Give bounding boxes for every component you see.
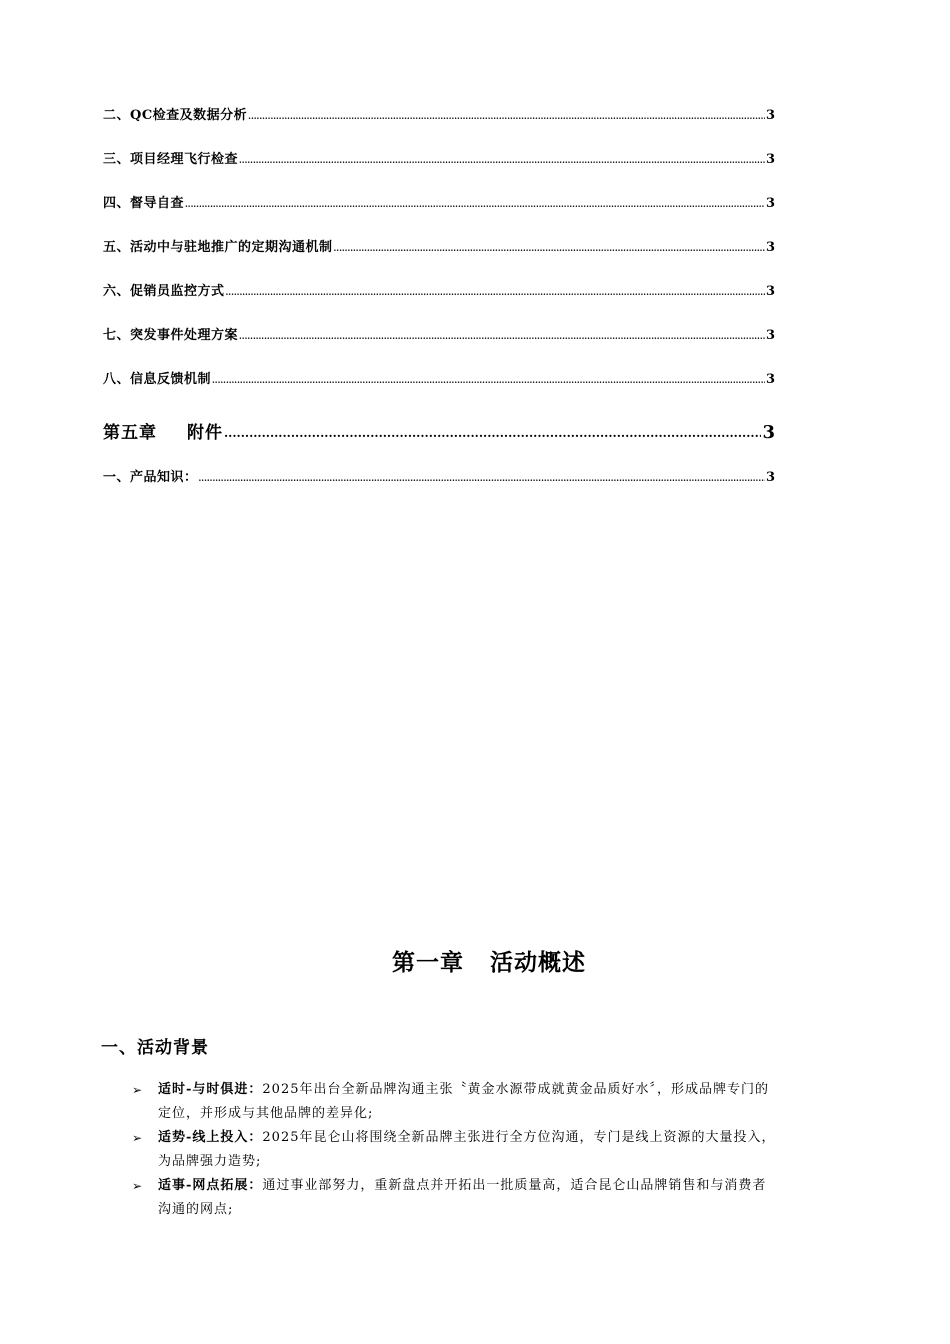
toc-entry[interactable] (103, 323, 775, 343)
bullet-text: 2025年出台全新品牌沟通主张〝黄金水源带成就黄金品质好水〞，形成品牌专门的定位，并形成与其他品牌的差异化; (158, 1082, 769, 1121)
bullet-item (132, 1174, 780, 1222)
toc-entry-label: 三、项目经理飞行检查 (103, 152, 239, 167)
toc-leader-dots (248, 111, 765, 121)
chapter-title: 活动概述 (490, 949, 586, 976)
toc-leader-dots (226, 287, 765, 297)
toc-page-number: 3 (765, 470, 775, 485)
toc-page-number: 3 (765, 152, 775, 167)
toc-leader-dots (212, 375, 765, 385)
toc-leader-dots (239, 331, 765, 341)
toc-page-number: 3 (765, 328, 775, 343)
toc-chapter-entry[interactable] (103, 419, 775, 443)
toc-page-number: 3 (765, 108, 775, 123)
arrow-bullet-icon: ➢ (132, 1179, 144, 1193)
toc-entry-label: 一、产品知识： (103, 470, 198, 485)
toc-chapter-label (103, 418, 223, 443)
bullet-lead: 适时-与时俱进： (158, 1082, 263, 1097)
toc-entry[interactable] (103, 103, 775, 123)
toc-entry[interactable] (103, 235, 775, 255)
toc-entry-label: 二、QC检查及数据分析 (103, 108, 248, 123)
toc-entry[interactable] (103, 465, 775, 485)
toc-leader-dots (334, 243, 765, 253)
toc-entry-label: 八、信息反馈机制 (103, 372, 212, 387)
bullet-text: 2025年昆仑山将围绕全新品牌主张进行全方位沟通，专门是线上资源的大量投入，为品牌强力造势; (158, 1130, 776, 1169)
toc-entry-label: 七、突发事件处理方案 (103, 328, 239, 343)
chapter-heading (0, 944, 950, 977)
bullet-list (132, 1078, 780, 1222)
arrow-bullet-icon: ➢ (132, 1131, 144, 1145)
section-heading: 一、活动背景 (101, 1038, 209, 1058)
toc-page-number: 3 (765, 240, 775, 255)
toc-entry-label: 六、促销员监控方式 (103, 284, 225, 299)
toc-entry[interactable] (103, 279, 775, 299)
bullet-item (132, 1126, 780, 1174)
toc-leader-dots (239, 155, 765, 165)
toc-page-number: 3 (765, 196, 775, 211)
toc-page-number: 3 (765, 284, 775, 299)
bullet-text: 通过事业部努力，重新盘点并开拓出一批质量高，适合昆仑山品牌销售和与消费者沟通的网点; (158, 1178, 767, 1217)
toc-entry[interactable] (103, 367, 775, 387)
toc-entry-label: 四、督导自查 (103, 196, 185, 211)
bullet-lead: 适势-线上投入： (158, 1130, 263, 1145)
chapter-number: 第一章 (392, 949, 464, 976)
toc-leader-dots (224, 426, 761, 440)
toc-entry-label: 五、活动中与驻地推广的定期沟通机制 (103, 240, 333, 255)
arrow-bullet-icon: ➢ (132, 1083, 144, 1097)
toc-page-number: 3 (765, 372, 775, 387)
toc-entry[interactable] (103, 191, 775, 211)
toc-leader-dots (185, 199, 765, 209)
toc-chapter-number: 第五章 (103, 423, 157, 443)
toc-leader-dots (199, 473, 765, 483)
toc-chapter-title: 附件 (187, 423, 223, 443)
toc-page-number: 3 (762, 422, 775, 443)
bullet-item (132, 1078, 780, 1126)
toc-entry[interactable] (103, 147, 775, 167)
bullet-lead: 适事-网点拓展： (158, 1178, 263, 1193)
